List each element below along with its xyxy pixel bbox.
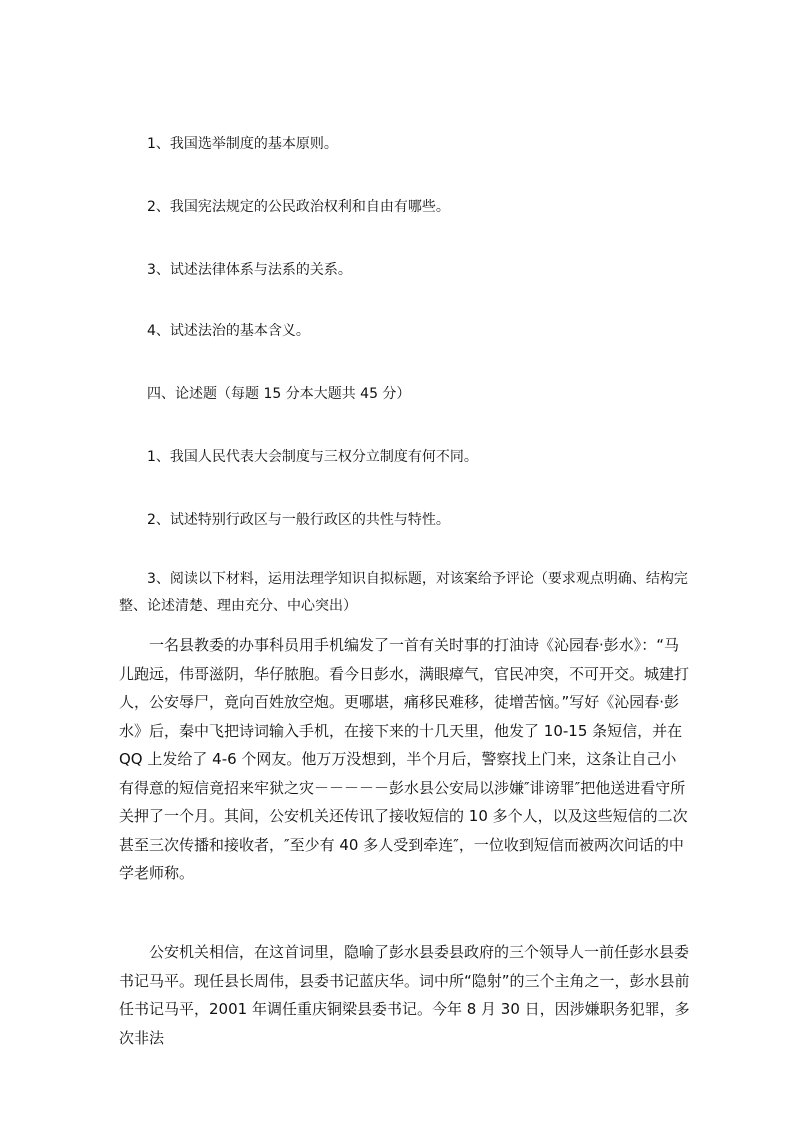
essay-question-2: 2、试述特别行政区与一般行政区的共性与特性。 xyxy=(147,512,450,528)
essay-question-1: 1、我国人民代表大会制度与三权分立制度有何不同。 xyxy=(147,449,478,465)
question-short-4: 4、试述法治的基本含义。 xyxy=(147,323,310,339)
question-short-2: 2、我国宪法规定的公民政治权利和自由有哪些。 xyxy=(147,199,450,215)
essay-question-3: 3、阅读以下材料，运用法理学知识自拟标题，对该案给予评论（要求观点明确、结构完整、论述清楚、理由充分、中心突出） xyxy=(119,571,688,614)
material-paragraph-2: 公安机关相信，在这首词里，隐喻了彭水县委县政府的三个领导人一前任彭水县委书记马平。现任县长周伟，县委书记蓝庆华。词中所“隐射”的三个主角之一，彭水县前任书记马平，2001 年调任重庆铜梁县委书记。今年 8 月 30 日，因涉嫌职务犯罪，多次非法 xyxy=(119,943,690,1047)
question-short-1: 1、我国选举制度的基本原则。 xyxy=(147,136,338,152)
section-heading: 四、论述题（每题 15 分本大题共 45 分） xyxy=(147,386,411,402)
question-short-3: 3、试述法律体系与法系的关系。 xyxy=(147,262,352,278)
material-paragraph-1: 一名县教委的办事科员用手机编发了一首有关时事的打油诗《沁园春·彭水》：“马儿跑远，伟哥滋阴，华仔脓胞。看今日彭水，满眼瘴气，官民冲突，不可开交。城建打人，公安辱尸，竟向百姓放空炮。更哪堪，痛移民难移，徒增苦恼。”写好《沁园春·彭水》后，秦中飞把诗词输入手机，在接下来的十几天里，他发了 10-15 条短信，并在 QQ 上发给了 4-6 个网友。他万万没想到，半个月后，警察找上门来，这条让自己小有得意的短信竟招来牢狱之灾－－－－－彭水县公安局以涉嫌″诽谤罪″把他送进看守所关押了一个月。其间，公安机关还传讯了接收短信的 10 多个人，以及这些短信的二次甚至三次传播和接收者，″至少有 40 多人受到牵连″，一位收到短信而被两次问话的中学老师称。 xyxy=(119,636,690,882)
